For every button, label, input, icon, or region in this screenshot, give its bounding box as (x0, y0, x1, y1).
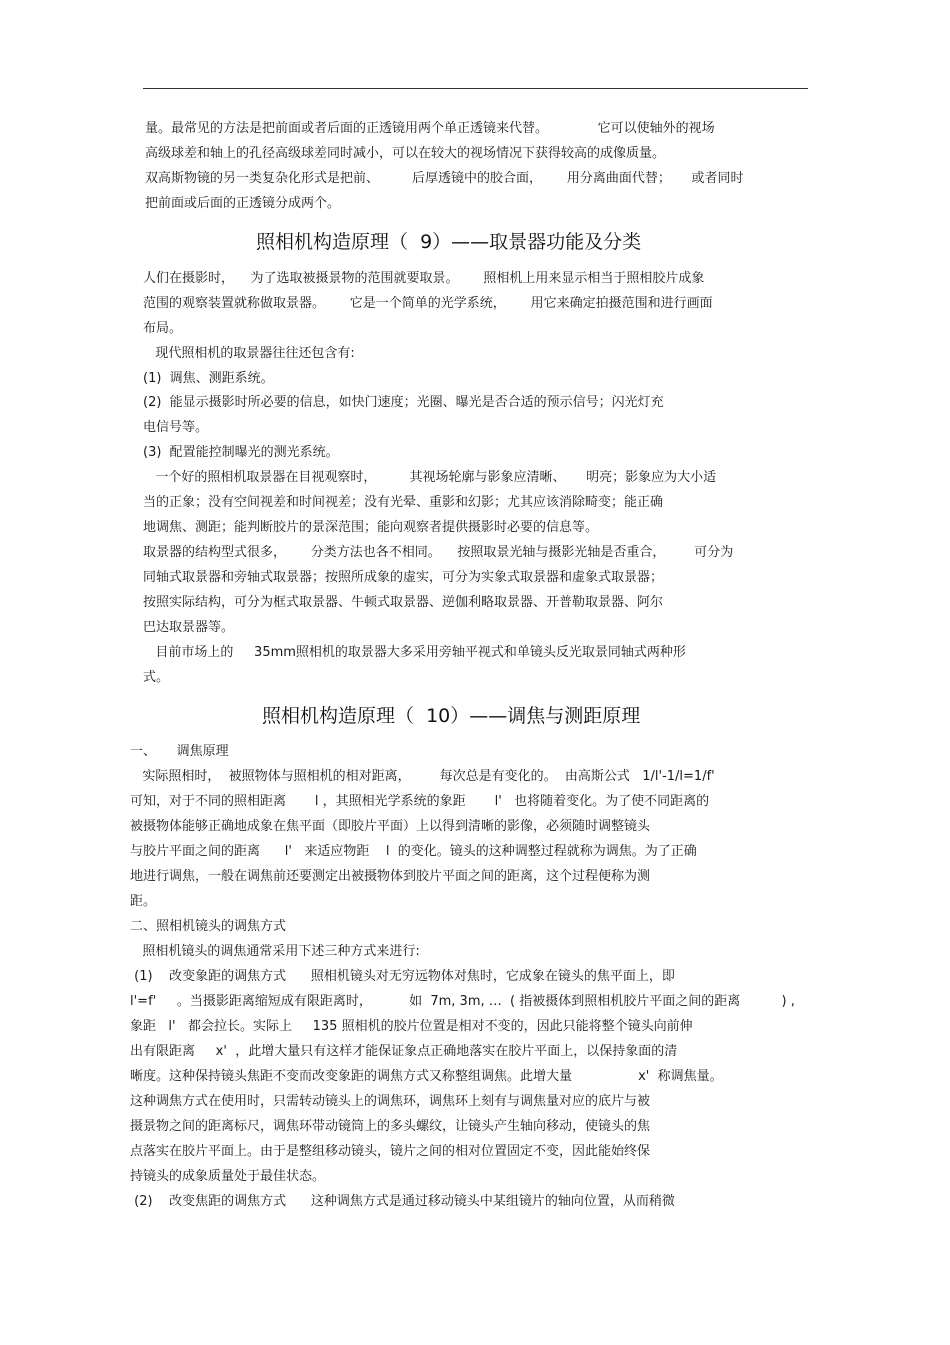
text-line: 把前面或后面的正透镜分成两个。 (145, 196, 341, 211)
text-line: 地调焦、测距；能判断胶片的景深范围；能向观察者提供摄影时必要的信息等。 (143, 520, 599, 535)
text-line: (2) 改变焦距的调焦方式 这种调焦方式是通过移动镜头中某组镜片的轴向位置，从而稍微 (130, 1194, 675, 1209)
text-line: 人们在摄影时， 为了选取被摄景物的范围就要取景。 照相机上用来显示相当于照相胶片成象 (143, 271, 705, 286)
text-line: 摄景物之间的距离标尺，调焦环带动镜筒上的多头螺纹，让镜头产生轴向移动，使镜头的焦 (130, 1119, 651, 1134)
text-line: l'=f' 。当摄影距离缩短成有限距离时， 如 7m, 3m, … ( 指被摄体到照相机胶片平面之间的距离 ) , (130, 994, 795, 1009)
text-line: 可知，对于不同的照相距离 l ，其照相光学系统的象距 l' 也将随着变化。为了使不同距离的 (130, 794, 710, 809)
text-line: (1) 调焦、测距系统。 (143, 371, 274, 386)
text-line: 距。 (130, 894, 157, 909)
text-line: (3) 配置能控制曝光的测光系统。 (143, 445, 339, 460)
text-line: (1) 改变象距的调焦方式 照相机镜头对无穷远物体对焦时，它成象在镜头的焦平面上，即 (130, 969, 675, 984)
text-line: 同轴式取景器和旁轴式取景器；按照所成象的虚实，可分为实象式取景器和虚象式取景器； (143, 570, 664, 585)
text-line: 当的正象；没有空间视差和时间视差；没有光晕、重影和幻影；尤其应该消除畸变；能正确 (143, 495, 664, 510)
text-line: (2) 能显示摄影时所必要的信息，如快门速度；光圈、曝光是否合适的预示信号；闪光灯充 (143, 395, 664, 410)
text-line: 与胶片平面之间的距离 l' 来适应物距 l 的变化。镜头的这种调整过程就称为调焦。为了正确 (130, 844, 697, 859)
text-line: 地进行调焦，一般在调焦前还要测定出被摄物体到胶片平面之间的距离，这个过程便称为测 (130, 869, 651, 884)
text-line: 照相机镜头的调焦通常采用下述三种方式来进行: (130, 944, 420, 959)
section-heading-9: 照相机构造原理（ 9）——取景器功能及分类 (256, 231, 642, 253)
text-line: 这种调焦方式在使用时，只需转动镜头上的调焦环，调焦环上刻有与调焦量对应的底片与被 (130, 1094, 651, 1109)
text-line: 高级球差和轴上的孔径高级球差同时减小，可以在较大的视场情况下获得较高的成像质量。 (145, 146, 666, 161)
text-line: 布局。 (143, 321, 183, 336)
text-line: 现代照相机的取景器往往还包含有: (143, 346, 355, 361)
text-line: 被摄物体能够正确地成象在焦平面（即胶片平面）上以得到清晰的影像，必须随时调整镜头 (130, 819, 651, 834)
text-line: 量。最常见的方法是把前面或者后面的正透镜用两个单正透镜来代替。 它可以使轴外的视场 (145, 121, 715, 136)
text-line: 象距 l' 都会拉长。实际上 135 照相机的胶片位置是相对不变的，因此只能将整个镜头向前伸 (130, 1019, 693, 1034)
text-line: 实际照相时， 被照物体与照相机的相对距离， 每次总是有变化的。 由高斯公式 1/l'-1/l=1/f' (130, 769, 715, 784)
text-line: 出有限距离 x' ，此增大量只有这样才能保证象点正确地落实在胶片平面上，以保持象面的清 (130, 1044, 678, 1059)
text-line: 一、 调焦原理 (130, 744, 229, 759)
section-heading-10: 照相机构造原理（ 10）——调焦与测距原理 (262, 705, 641, 727)
text-line: 巴达取景器等。 (143, 620, 235, 635)
text-line: 双高斯物镜的另一类复杂化形式是把前、 后厚透镜中的胶合面， 用分离曲面代替； 或者同时 (145, 171, 744, 186)
header-rule (143, 88, 808, 89)
text-line: 一个好的照相机取景器在目视观察时， 其视场轮廓与影象应清晰、 明亮；影象应为大小适 (143, 470, 717, 485)
text-line: 点落实在胶片平面上。由于是整组移动镜头，镜片之间的相对位置固定不变，因此能始终保 (130, 1144, 651, 1159)
text-line: 范围的观察装置就称做取景器。 它是一个简单的光学系统， 用它来确定拍摄范围和进行画面 (143, 296, 713, 311)
text-line: 晰度。这种保持镜头焦距不变而改变象距的调焦方式又称整组调焦。此增大量 x' 称调焦量。 (130, 1069, 723, 1084)
text-line: 按照实际结构，可分为框式取景器、牛顿式取景器、逆伽利略取景器、开普勒取景器、阿尔 (143, 595, 664, 610)
text-line: 目前市场上的 35mm照相机的取景器大多采用旁轴平视式和单镜头反光取景同轴式两种形 (143, 645, 686, 660)
text-line: 持镜头的成象质量处于最佳状态。 (130, 1169, 326, 1184)
text-line: 式。 (143, 670, 170, 685)
text-line: 取景器的结构型式很多， 分类方法也各不相同。 按照取景光轴与摄影光轴是否重合， 可分为 (143, 545, 734, 560)
text-line: 电信号等。 (143, 420, 209, 435)
text-line: 二、照相机镜头的调焦方式 (130, 919, 287, 934)
